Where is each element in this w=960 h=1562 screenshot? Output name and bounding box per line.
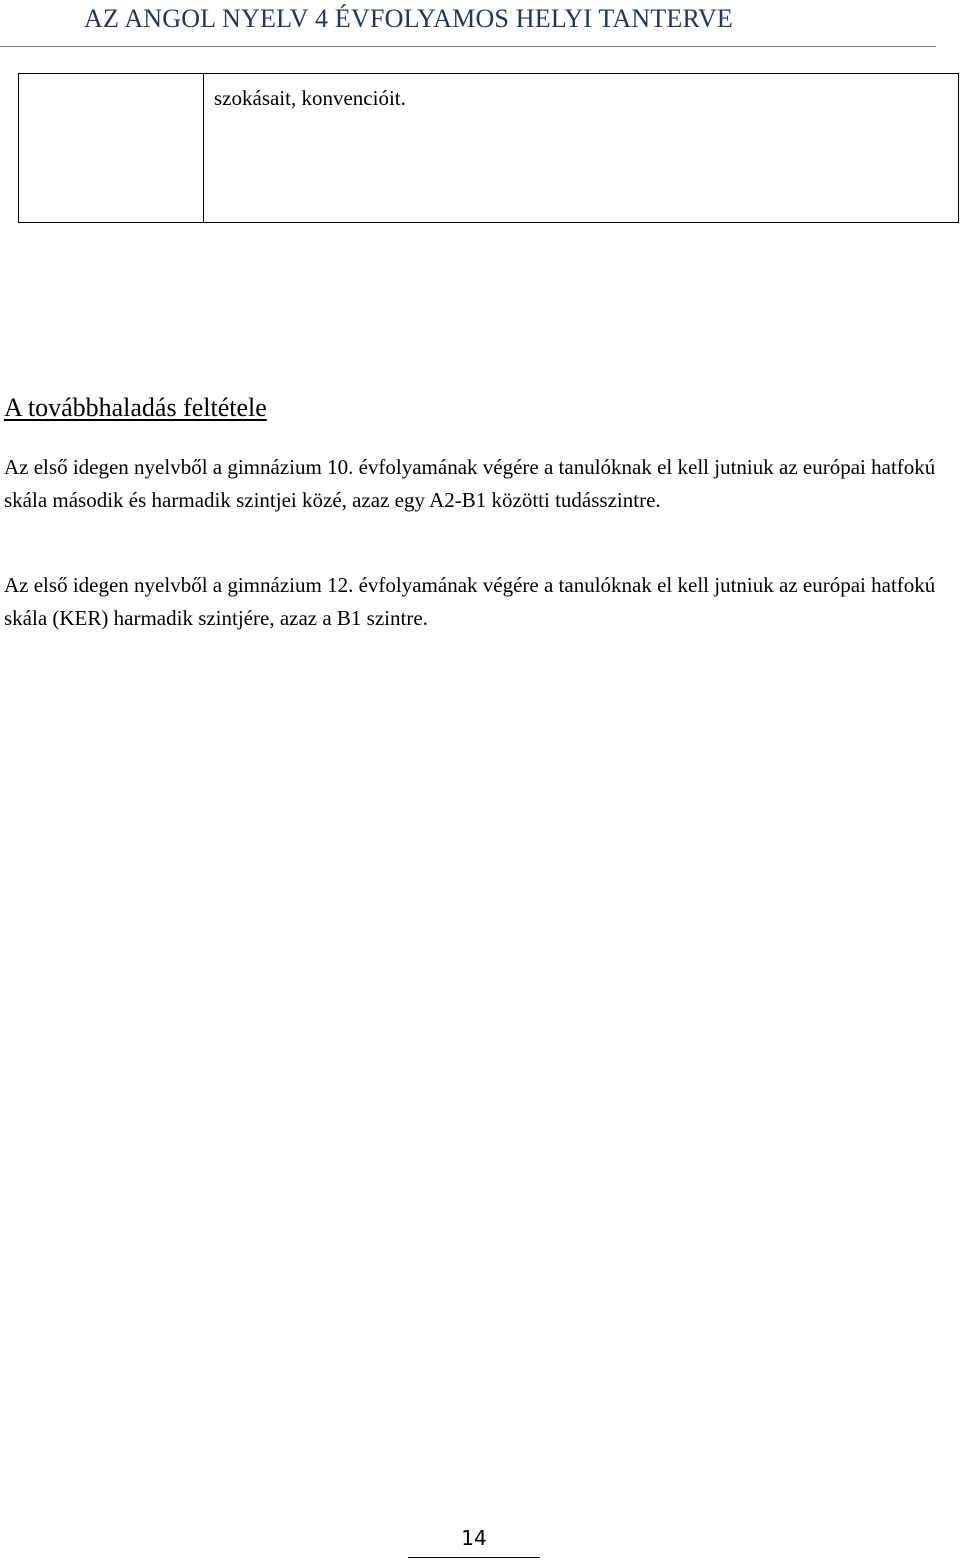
- document-header-title: AZ ANGOL NYELV 4 ÉVFOLYAMOS HELYI TANTERVE: [84, 4, 734, 33]
- page-number: 14: [461, 1526, 487, 1550]
- footer-divider: [408, 1557, 540, 1558]
- content-table: [18, 73, 959, 223]
- table-cell-left: [19, 74, 204, 222]
- header-divider: [0, 46, 936, 47]
- table-cell-right: szokásait, konvencióit.: [214, 86, 406, 110]
- section-heading: A továbbhaladás feltétele: [4, 393, 267, 422]
- paragraph-grade-10-requirement: Az első idegen nyelvből a gimnázium 10. évfolyamának végére a tanulóknak el kell jutniuk az európai hatfokú skála második és harmadik szintjei közé, azaz egy A2-B1 közötti tudásszintre.: [4, 455, 936, 512]
- paragraph-grade-12-requirement: Az első idegen nyelvből a gimnázium 12. évfolyamának végére a tanulóknak el kell jutniuk az európai hatfokú skála (KER) harmadik szintjére, azaz a B1 szintre.: [4, 573, 936, 630]
